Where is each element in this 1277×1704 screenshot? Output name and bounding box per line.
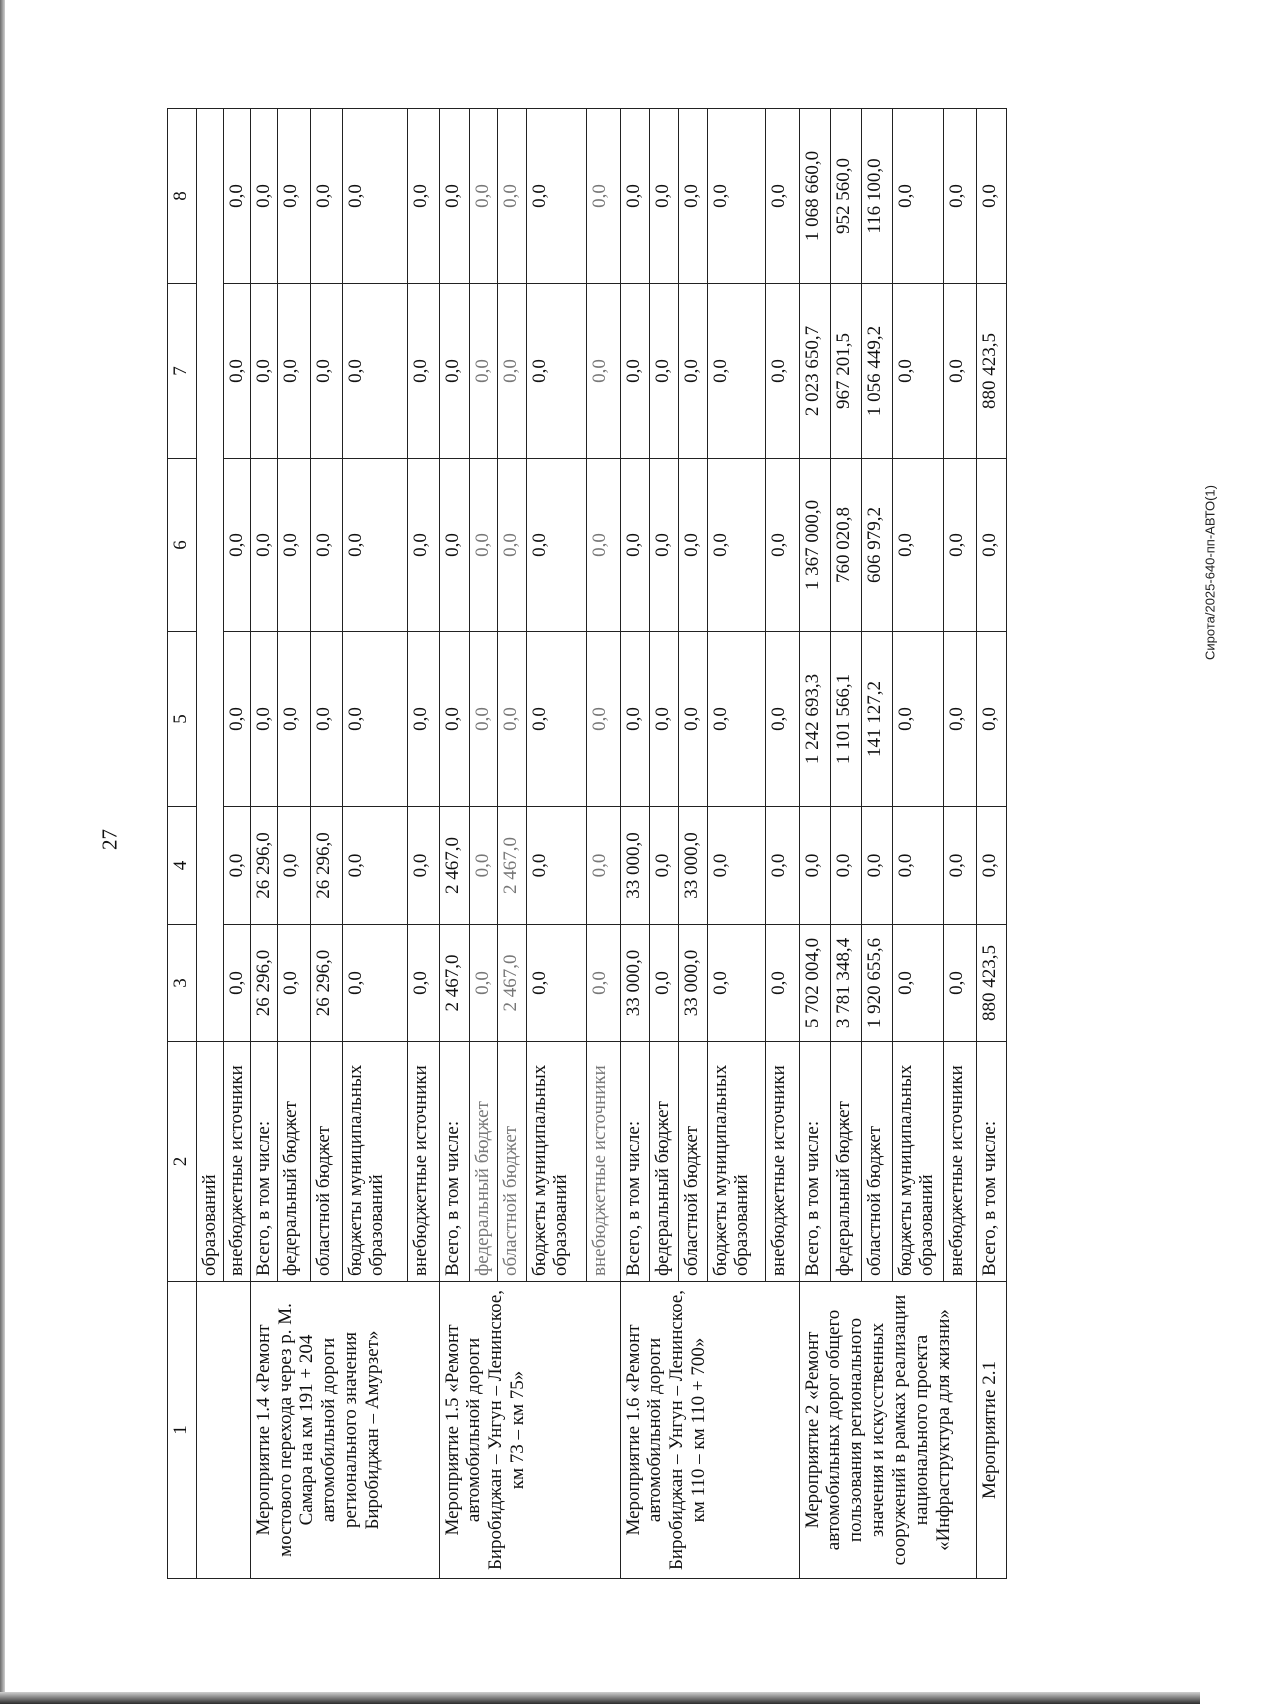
value-cell: 0,0 [223, 284, 250, 459]
value-cell: 0,0 [407, 109, 439, 284]
value-cell: 116 100,0 [861, 109, 892, 284]
source-cell: внебюджетные источники [765, 1042, 799, 1282]
value-cell: 0,0 [649, 632, 678, 807]
column-header: 3 [168, 925, 197, 1042]
value-cell: 0,0 [620, 109, 649, 284]
value-cell: 0,0 [497, 284, 526, 459]
value-cell: 2 467,0 [497, 807, 526, 925]
table-row [976, 109, 1006, 1579]
measure-title: Мероприятие 1.5 «Ремонт автомобильной дороги Биробиджан – Унгун – Ленинское, км 73 – км 75» [439, 1282, 620, 1579]
page-number: 27 [97, 829, 122, 850]
value-cell: 0,0 [526, 284, 586, 459]
value-cell: 880 423,5 [976, 284, 1006, 459]
value-cell: 0,0 [223, 109, 250, 284]
measure-title: Мероприятие 1.4 «Ремонт мостового перехода через р. М. Самара на км 191 + 204 автомобильной дороги регионального значения Биробиджан – Амурзет» [250, 1282, 439, 1579]
source-cell: бюджеты муниципальных образований [892, 1042, 943, 1282]
value-cell: 0,0 [765, 925, 799, 1042]
value-cell: 0,0 [678, 284, 707, 459]
source-cell: Всего, в том числе: [976, 1042, 1006, 1282]
value-cell: 0,0 [526, 807, 586, 925]
value-cell: 5 702 004,0 [799, 925, 830, 1042]
value-cell: 0,0 [469, 284, 497, 459]
table-row [439, 109, 469, 1579]
source-cell: Всего, в том числе: [799, 1042, 830, 1282]
value-cell: 0,0 [586, 632, 620, 807]
value-cell: 141 127,2 [861, 632, 892, 807]
value-cell: 0,0 [649, 284, 678, 459]
measure-title: Мероприятие 2 «Ремонт автомобильных дорог общего пользования регионального значения и искусственных сооружений в рамках реализации национального проекта «Инфраструктура для жизни» [799, 1282, 976, 1579]
scan-edge [0, 0, 5, 1704]
value-cell: 0,0 [707, 632, 765, 807]
value-cell: 0,0 [342, 632, 407, 807]
value-cell: 0,0 [469, 109, 497, 284]
value-cell: 33 000,0 [620, 925, 649, 1042]
value-cell: 0,0 [250, 284, 277, 459]
table-row [620, 109, 649, 1579]
value-cell: 0,0 [943, 807, 976, 925]
source-cell: внебюджетные источники [223, 1042, 250, 1282]
value-cell: 2 467,0 [439, 925, 469, 1042]
value-cell: 0,0 [892, 632, 943, 807]
value-cell: 1 920 655,6 [861, 925, 892, 1042]
value-cell: 880 423,5 [976, 925, 1006, 1042]
measure-title: Мероприятие 2.1 [976, 1282, 1006, 1579]
value-cell: 0,0 [943, 632, 976, 807]
value-cell: 0,0 [310, 109, 342, 284]
value-cell: 1 056 449,2 [861, 284, 892, 459]
value-cell: 0,0 [976, 109, 1006, 284]
value-cell: 26 296,0 [310, 807, 342, 925]
value-cell: 0,0 [526, 459, 586, 632]
value-cell: 0,0 [707, 807, 765, 925]
source-cell: бюджеты муниципальных образований [342, 1042, 407, 1282]
measure-title: Мероприятие 1.6 «Ремонт автомобильной дороги Биробиджан – Унгун – Ленинское, км 110 – км 110 + 700» [620, 1282, 799, 1579]
value-cell: 0,0 [830, 807, 861, 925]
source-cell: образований [197, 1042, 224, 1282]
measure-cell [197, 1282, 251, 1579]
value-cell: 0,0 [469, 459, 497, 632]
value-cell: 0,0 [342, 109, 407, 284]
value-cell: 0,0 [342, 807, 407, 925]
source-cell: внебюджетные источники [586, 1042, 620, 1282]
value-cell: 0,0 [943, 109, 976, 284]
value-cell: 0,0 [799, 807, 830, 925]
value-cell: 0,0 [678, 632, 707, 807]
value-cell: 0,0 [586, 284, 620, 459]
source-cell: Всего, в том числе: [439, 1042, 469, 1282]
value-cell: 0,0 [707, 284, 765, 459]
value-cell: 0,0 [678, 459, 707, 632]
budget-table [167, 108, 1007, 1579]
column-header: 8 [168, 109, 197, 284]
value-cell: 0,0 [277, 807, 310, 925]
value-cell: 0,0 [765, 284, 799, 459]
value-cell: 0,0 [310, 284, 342, 459]
value-cell: 0,0 [250, 109, 277, 284]
value-cell: 0,0 [620, 284, 649, 459]
source-cell: бюджеты муниципальных образований [707, 1042, 765, 1282]
value-cell: 0,0 [765, 109, 799, 284]
value-cell: 0,0 [342, 459, 407, 632]
value-cell: 1 367 000,0 [799, 459, 830, 632]
value-cell: 0,0 [310, 632, 342, 807]
value-cell: 0,0 [497, 109, 526, 284]
column-header: 6 [168, 459, 197, 632]
value-cell: 0,0 [765, 807, 799, 925]
footer-code: Сирота/2025-640-пп-АВТО(1) [1202, 485, 1218, 660]
value-cell: 0,0 [407, 807, 439, 925]
value-cell: 0,0 [649, 459, 678, 632]
column-header: 1 [168, 1282, 197, 1579]
value-cell: 0,0 [277, 632, 310, 807]
value-cell: 0,0 [976, 459, 1006, 632]
value-cell: 0,0 [707, 459, 765, 632]
value-cell: 3 781 348,4 [830, 925, 861, 1042]
value-cell: 2 467,0 [497, 925, 526, 1042]
value-cell: 0,0 [976, 632, 1006, 807]
value-cell: 0,0 [277, 925, 310, 1042]
value-cell: 0,0 [943, 925, 976, 1042]
value-cell: 0,0 [943, 284, 976, 459]
source-cell: федеральный бюджет [649, 1042, 678, 1282]
value-cell: 0,0 [439, 109, 469, 284]
value-cell: 0,0 [277, 284, 310, 459]
value-cell: 0,0 [250, 632, 277, 807]
value-cell: 0,0 [649, 807, 678, 925]
value-cell: 0,0 [765, 459, 799, 632]
value-cell: 0,0 [586, 109, 620, 284]
value-cell: 0,0 [469, 925, 497, 1042]
source-cell: Всего, в том числе: [620, 1042, 649, 1282]
scan-edge [0, 1692, 1200, 1704]
value-cell: 0,0 [277, 459, 310, 632]
value-cell: 0,0 [707, 109, 765, 284]
value-cell: 1 101 566,1 [830, 632, 861, 807]
table-row [250, 109, 277, 1579]
value-cell: 1 068 660,0 [799, 109, 830, 284]
value-cell: 33 000,0 [678, 807, 707, 925]
value-cell: 0,0 [407, 925, 439, 1042]
value-cell: 0,0 [469, 632, 497, 807]
value-cell: 0,0 [620, 459, 649, 632]
value-cell: 0,0 [892, 109, 943, 284]
column-header: 7 [168, 284, 197, 459]
source-cell: федеральный бюджет [830, 1042, 861, 1282]
value-cell: 0,0 [892, 284, 943, 459]
value-cell: 0,0 [892, 925, 943, 1042]
source-cell: областной бюджет [861, 1042, 892, 1282]
value-cell: 0,0 [223, 925, 250, 1042]
source-cell: областной бюджет [497, 1042, 526, 1282]
value-cell: 952 560,0 [830, 109, 861, 284]
table-row [197, 109, 224, 1579]
value-cell: 0,0 [439, 459, 469, 632]
value-cell: 0,0 [407, 632, 439, 807]
value-cell: 0,0 [223, 807, 250, 925]
value-cell: 0,0 [342, 925, 407, 1042]
value-cell: 0,0 [586, 807, 620, 925]
value-cell: 0,0 [861, 807, 892, 925]
value-cell: 0,0 [310, 459, 342, 632]
value-cell: 26 296,0 [250, 807, 277, 925]
value-cell: 0,0 [586, 459, 620, 632]
column-header: 2 [168, 1042, 197, 1282]
value-cell: 26 296,0 [250, 925, 277, 1042]
value-cell: 0,0 [892, 459, 943, 632]
source-cell: федеральный бюджет [469, 1042, 497, 1282]
value-cell: 0,0 [943, 459, 976, 632]
value-cell: 0,0 [892, 807, 943, 925]
value-cell: 760 020,8 [830, 459, 861, 632]
value-cell: 0,0 [250, 459, 277, 632]
column-header: 4 [168, 807, 197, 925]
source-cell: внебюджетные источники [407, 1042, 439, 1282]
source-cell: бюджеты муниципальных образований [526, 1042, 586, 1282]
value-cell: 0,0 [586, 925, 620, 1042]
source-cell: областной бюджет [678, 1042, 707, 1282]
source-cell: областной бюджет [310, 1042, 342, 1282]
value-cell: 2 467,0 [439, 807, 469, 925]
value-cell: 0,0 [497, 632, 526, 807]
value-cell: 0,0 [277, 109, 310, 284]
value-cell: 0,0 [407, 284, 439, 459]
table-row [799, 109, 830, 1579]
value-cell: 0,0 [649, 925, 678, 1042]
source-cell: федеральный бюджет [277, 1042, 310, 1282]
source-cell: Всего, в том числе: [250, 1042, 277, 1282]
value-cell: 0,0 [976, 807, 1006, 925]
value-cell: 0,0 [649, 109, 678, 284]
value-cell: 0,0 [526, 632, 586, 807]
value-cell: 0,0 [497, 459, 526, 632]
value-cell: 606 979,2 [861, 459, 892, 632]
value-cell: 2 023 650,7 [799, 284, 830, 459]
rotated-table-wrapper [167, 109, 1277, 1579]
value-cell: 0,0 [223, 459, 250, 632]
value-cell: 33 000,0 [678, 925, 707, 1042]
value-cell: 0,0 [469, 807, 497, 925]
value-cell: 0,0 [526, 925, 586, 1042]
value-cell: 26 296,0 [310, 925, 342, 1042]
value-cell: 0,0 [439, 632, 469, 807]
value-cell: 0,0 [526, 109, 586, 284]
value-cell: 0,0 [342, 284, 407, 459]
value-cell: 0,0 [223, 632, 250, 807]
value-cell: 0,0 [407, 459, 439, 632]
header-row [168, 109, 197, 1579]
value-cell: 0,0 [765, 632, 799, 807]
column-header: 5 [168, 632, 197, 807]
value-cell: 0,0 [620, 632, 649, 807]
value-cell: 967 201,5 [830, 284, 861, 459]
source-cell: внебюджетные источники [943, 1042, 976, 1282]
value-cell: 0,0 [707, 925, 765, 1042]
value-cell: 0,0 [678, 109, 707, 284]
value-cell: 0,0 [439, 284, 469, 459]
value-cell: 33 000,0 [620, 807, 649, 925]
value-cell: 1 242 693,3 [799, 632, 830, 807]
